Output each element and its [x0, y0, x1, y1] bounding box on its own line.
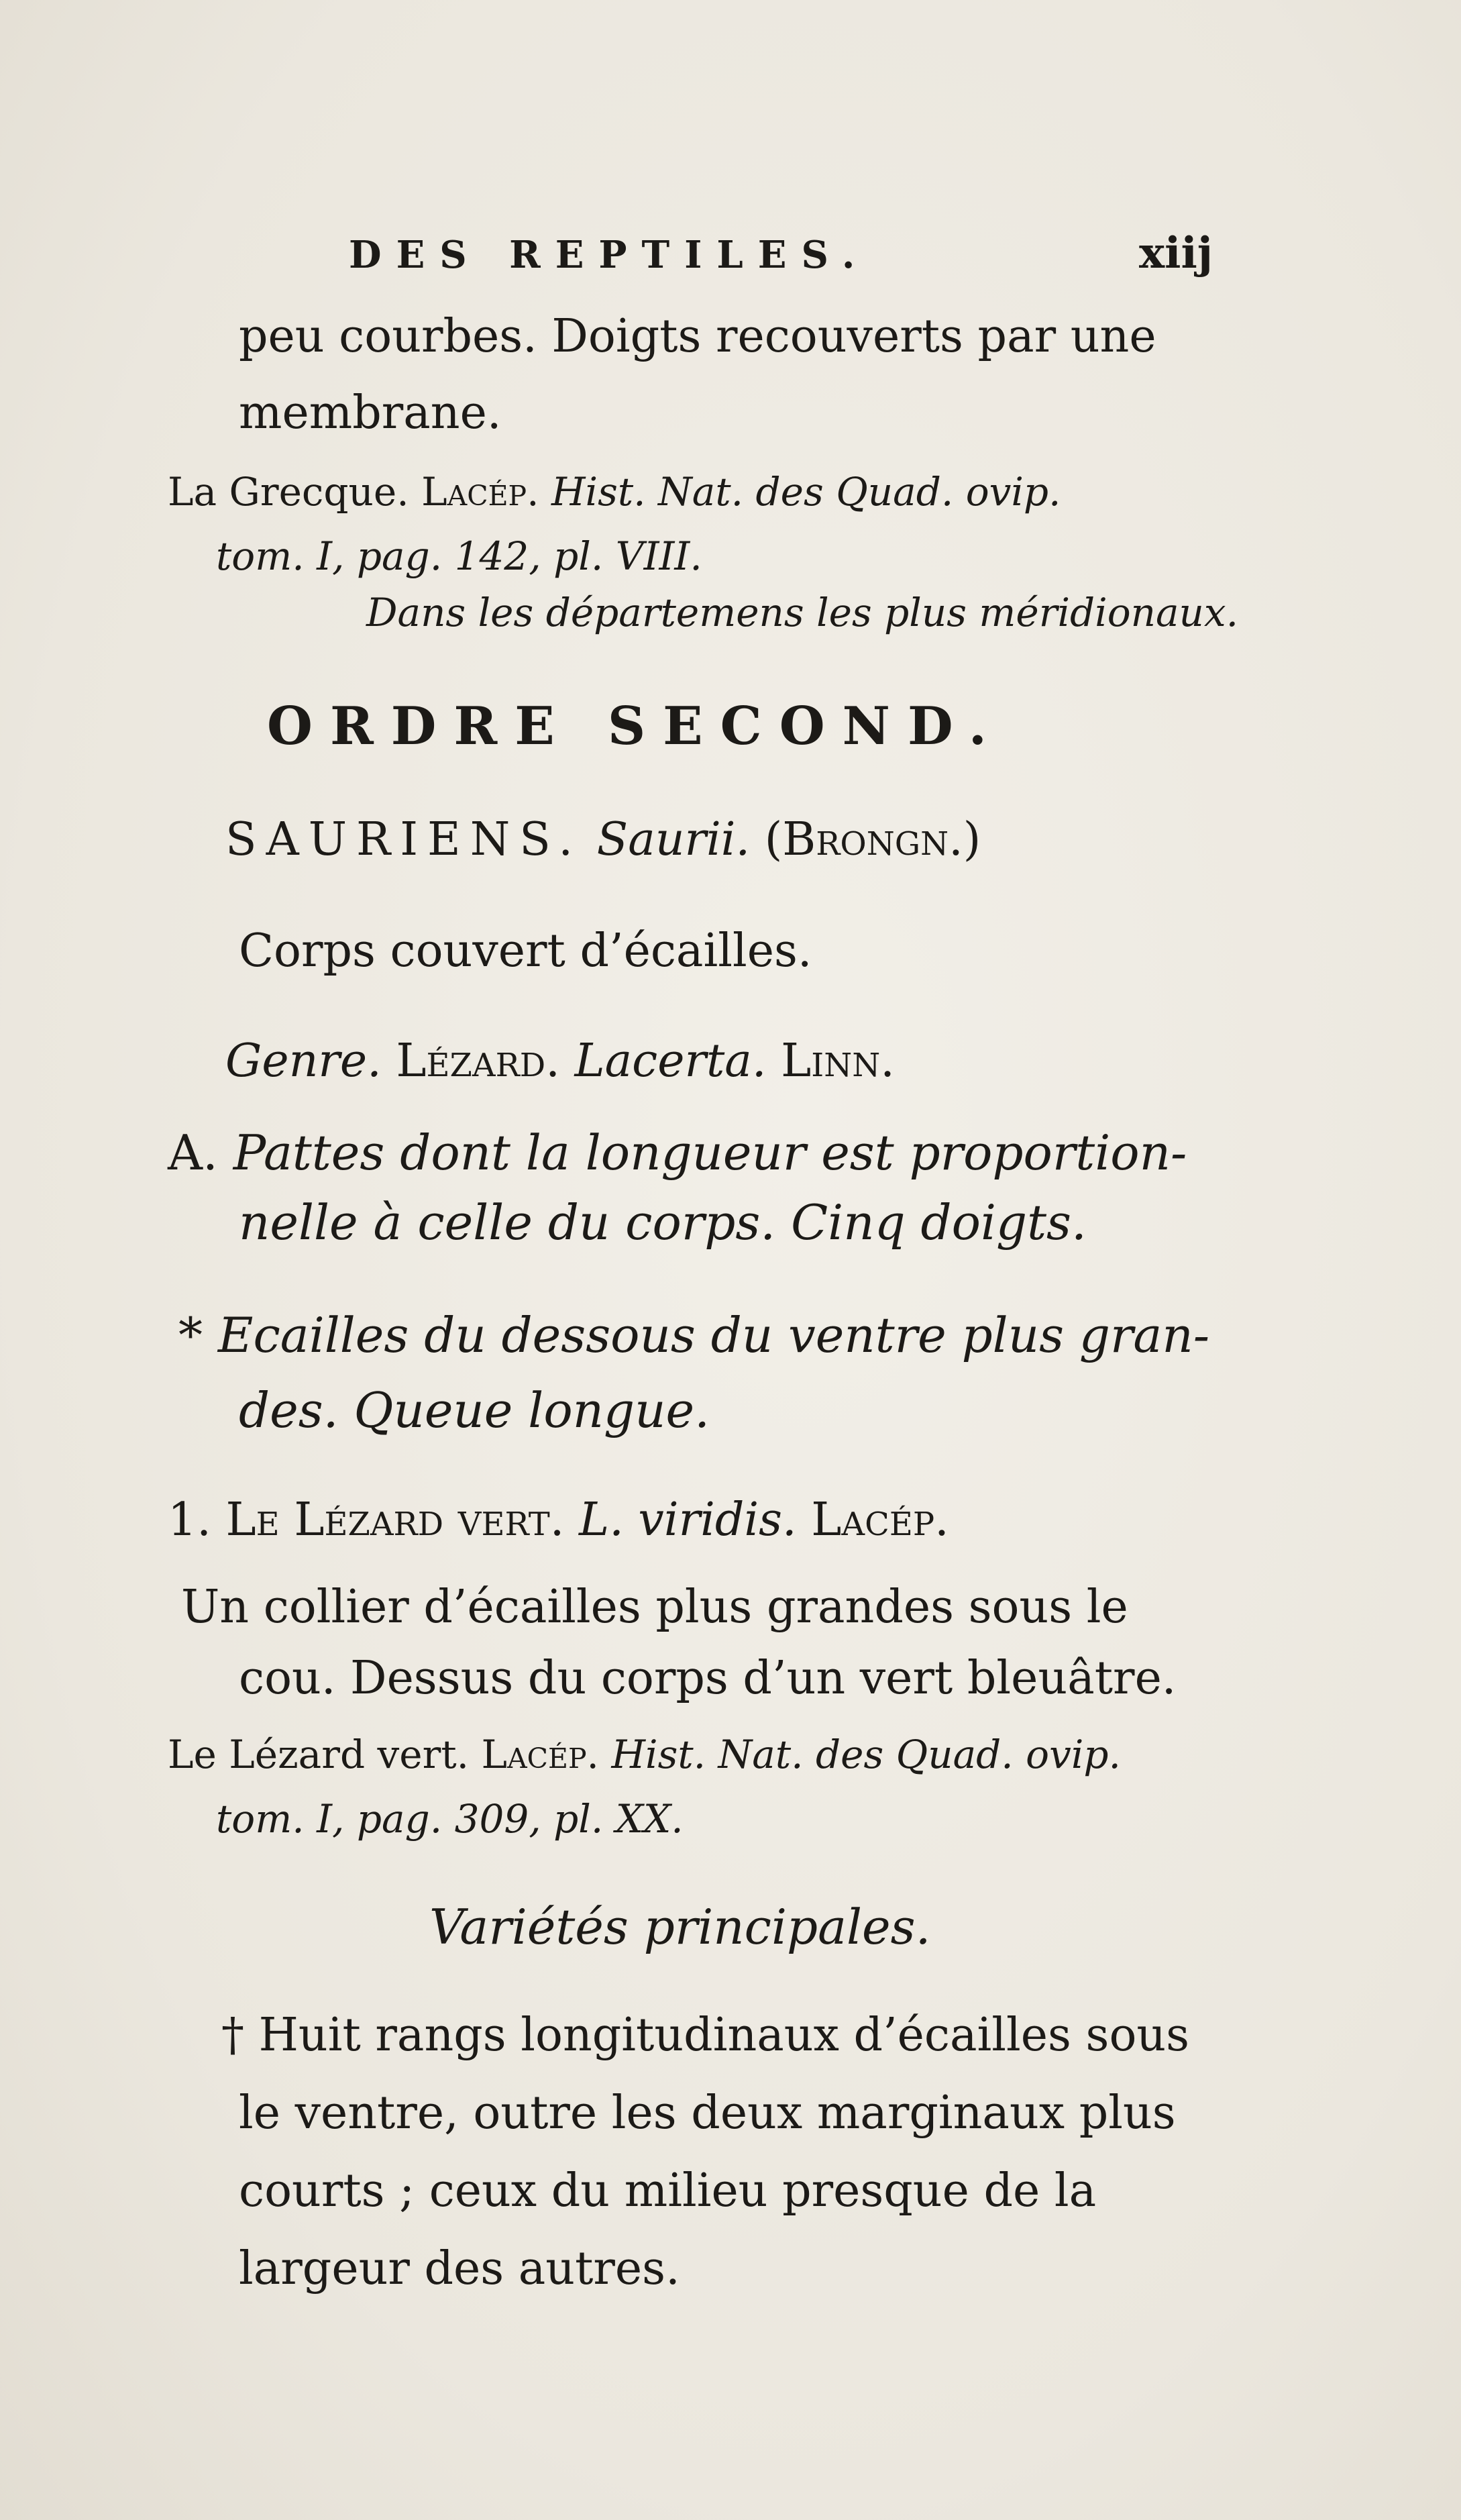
page-number: xiij — [1139, 228, 1213, 278]
text-line: courts ; ceux du milieu presque de la — [239, 2164, 1097, 2217]
reference-author: Lacép. — [421, 469, 539, 515]
section-text: Pattes dont la longueur est proportion- — [233, 1124, 1187, 1181]
group-title — [225, 813, 981, 866]
species-latin: L. viridis. — [579, 1493, 797, 1546]
species-name: Le Lézard vert. — [225, 1493, 565, 1546]
genus-latin: Lacerta. — [574, 1035, 767, 1088]
reference-line — [168, 469, 1061, 515]
section-heading — [168, 1124, 1187, 1181]
group-author: (Brongn.) — [764, 813, 981, 866]
reference-work: Hist. Nat. des Quad. ovip. — [551, 469, 1061, 515]
species-author: Lacép. — [811, 1493, 949, 1546]
group-latin: Saurii. — [596, 813, 751, 866]
text-line: Un collier d’écailles plus grandes sous le — [181, 1581, 1128, 1634]
species-line — [168, 1493, 949, 1546]
reference-line: tom. I, pag. 142, pl. VIII. — [216, 533, 702, 579]
subsection-heading: * Ecailles du dessous du ventre plus gran- — [178, 1307, 1210, 1363]
reference-name: La Grecque. — [168, 469, 409, 515]
reference-work: Hist. Nat. des Quad. ovip. — [611, 1732, 1121, 1777]
text-line: peu courbes. Doigts recouverts par une — [239, 310, 1156, 363]
text-line: le ventre, outre les deux marginaux plus — [239, 2087, 1176, 2140]
reference-line — [168, 1732, 1121, 1777]
running-head: DES REPTILES. — [349, 233, 870, 277]
group-name: SAURIENS. — [225, 813, 582, 866]
order-title: ORDRE SECOND. — [267, 696, 1004, 757]
reference-line: tom. I, pag. 309, pl. XX. — [216, 1796, 684, 1842]
species-number: 1. — [168, 1493, 211, 1546]
text-line: Corps couvert d’écailles. — [239, 925, 812, 978]
text-line: † Huit rangs longitudinaux d’écailles sous — [221, 2009, 1190, 2062]
habitat-line: Dans les départemens les plus méridionaux. — [366, 590, 1239, 635]
text-line: cou. Dessus du corps d’un vert bleuâtre. — [239, 1652, 1177, 1705]
genus-author: Linn. — [781, 1035, 895, 1088]
genus-label: Genre. — [225, 1035, 382, 1088]
genus-name: Lézard. — [396, 1035, 560, 1088]
section-text: nelle à celle du corps. Cinq doigts. — [239, 1194, 1087, 1251]
text-line: largeur des autres. — [239, 2242, 680, 2295]
varieties-heading: Variétés principales. — [429, 1899, 931, 1955]
reference-author: Lacép. — [481, 1732, 599, 1777]
subsection-heading: des. Queue longue. — [239, 1382, 710, 1438]
text-line: membrane. — [239, 386, 502, 439]
genus-line — [225, 1035, 895, 1088]
section-mark: A. — [168, 1124, 218, 1181]
reference-name: Le Lézard vert. — [168, 1732, 470, 1777]
